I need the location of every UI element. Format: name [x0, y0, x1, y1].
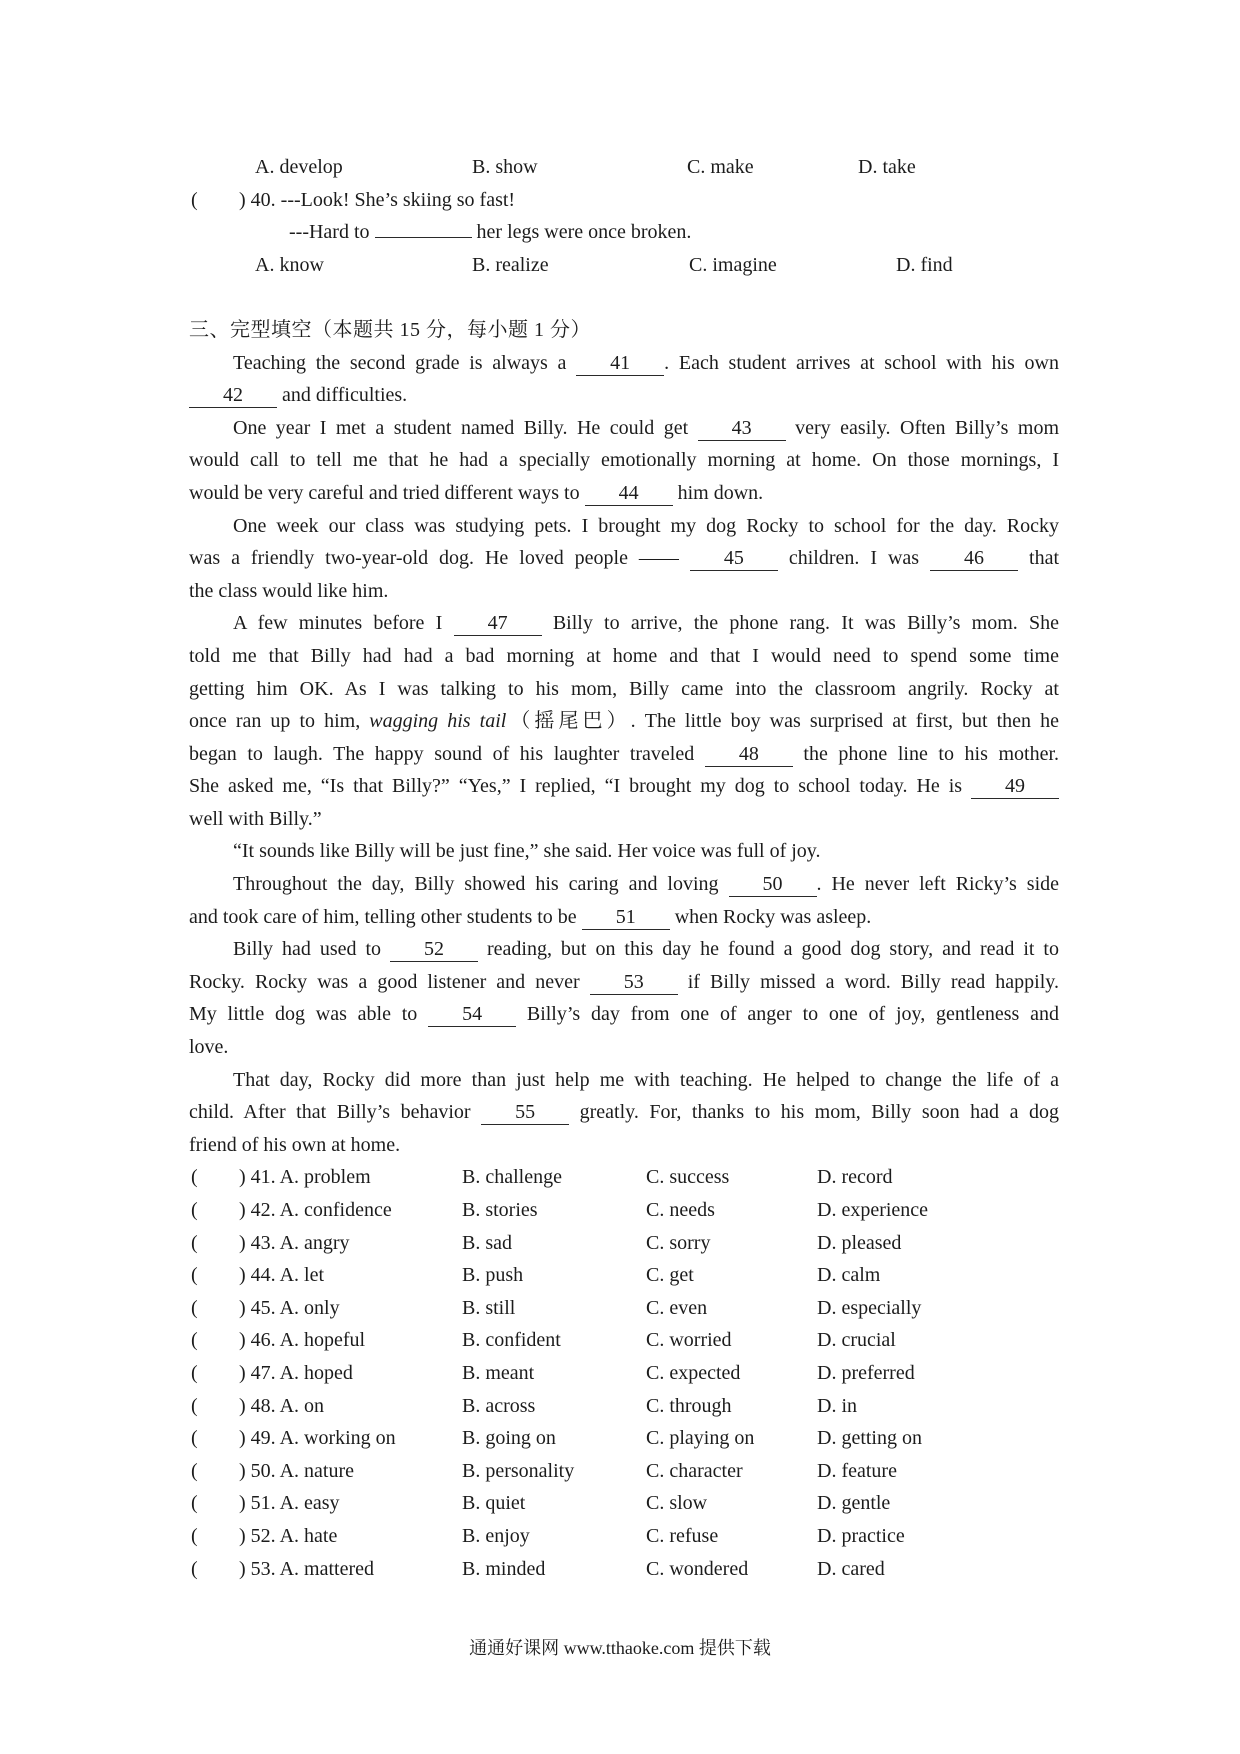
option-b: B. still: [462, 1296, 516, 1319]
passage-text: Billy to arrive, the phone rang. It was Billy’s mom. She: [541, 612, 1060, 635]
answer-bracket-close: ): [239, 1329, 246, 1352]
question-row: [189, 1357, 1059, 1390]
passage-line: [189, 379, 1059, 412]
option-c: C. success: [646, 1166, 730, 1189]
passage-line: [189, 803, 1059, 836]
passage-line: [189, 477, 1059, 510]
question-number: 52.: [250, 1524, 276, 1547]
option-a: A. easy: [279, 1492, 340, 1515]
blank-52: 52: [390, 937, 478, 962]
passage-line: [189, 412, 1059, 445]
option-d: D. practice: [817, 1524, 905, 1547]
option-a: A. hoped: [279, 1361, 353, 1384]
option-b: B. going on: [462, 1427, 556, 1450]
answer-bracket-close: ): [239, 1361, 246, 1384]
question-text: ---Hard to: [289, 221, 370, 244]
answer-bracket-close: ): [239, 1459, 246, 1482]
passage-line: [189, 705, 1059, 738]
blank-41: 41: [576, 351, 664, 376]
option-b: B. sad: [462, 1231, 512, 1254]
passage-text: Billy’s day from one of anger to one of joy, gentleness and: [516, 1003, 1059, 1026]
question-stem: [239, 1390, 324, 1423]
section-heading: 三、完型填空（本题共 15 分，每小题 1 分）: [189, 318, 591, 341]
answer-bracket-open: (: [191, 1427, 198, 1450]
blank-49: 49: [971, 774, 1059, 799]
question-40-line2: [189, 216, 1059, 249]
option-b: B. quiet: [462, 1492, 526, 1515]
question-number: 45.: [250, 1296, 276, 1319]
passage-text: was a friendly two-year-old dog. He loved people ——: [189, 547, 690, 570]
blank-48: 48: [705, 742, 793, 767]
passage-line: [189, 575, 1059, 608]
passage-text: him down.: [672, 481, 764, 504]
passage-text: child. After that Billy’s behavior: [189, 1101, 482, 1124]
passage-text: She asked me, “Is that Billy?” “Yes,” I replied, “I brought my dog to school today. He is: [189, 775, 971, 798]
passage-text: would be very careful and tried different ways to: [189, 481, 585, 504]
passage-text: well with Billy.”: [189, 807, 322, 830]
answer-bracket-close: ): [239, 1427, 246, 1450]
passage-text: love.: [189, 1036, 229, 1059]
option-d: D. cared: [817, 1557, 885, 1580]
passage-line: [189, 1031, 1059, 1064]
passage-text: once ran up to him,: [189, 710, 370, 733]
option-c: C. playing on: [646, 1427, 755, 1450]
option-a: A. hate: [279, 1524, 338, 1547]
answer-bracket-close: ): [239, 1524, 246, 1547]
question-number: 51.: [250, 1492, 276, 1515]
answer-bracket-open: (: [191, 1199, 198, 1221]
option-b: B. confident: [462, 1329, 561, 1352]
passage-line: [189, 868, 1059, 901]
option-a: A. on: [279, 1394, 325, 1417]
answer-bracket-close: ): [239, 1264, 246, 1287]
blank-46: 46: [930, 546, 1018, 571]
option-d: D. getting on: [817, 1427, 922, 1450]
question-number: 47.: [250, 1361, 276, 1384]
option-c: C. through: [646, 1394, 732, 1417]
passage-line: [189, 835, 1059, 868]
answer-bracket-open: (: [191, 1296, 198, 1319]
option-a: A. hopeful: [279, 1329, 366, 1352]
answer-bracket-open: (: [191, 1361, 198, 1384]
passage-line: [189, 607, 1059, 640]
option-d: D. preferred: [817, 1361, 915, 1384]
passage-text: when Rocky was asleep.: [669, 905, 872, 928]
answer-bracket-open: (: [191, 1459, 198, 1482]
option-d: D. in: [817, 1394, 857, 1417]
question-stem: [239, 1455, 354, 1488]
passage-text: Rocky. Rocky was a good listener and never: [189, 970, 590, 993]
passage-line: [189, 966, 1059, 999]
question-number: 49.: [250, 1427, 276, 1450]
option-c: C. slow: [646, 1492, 708, 1515]
option-b: B. challenge: [462, 1166, 562, 1189]
option-d: D. take: [858, 156, 916, 178]
option-a: A. confidence: [279, 1199, 392, 1221]
question-stem: [239, 1161, 371, 1194]
passage-text: . Each student arrives at school with his own: [664, 351, 1059, 374]
question-number: 46.: [250, 1329, 276, 1352]
question-number: 42.: [250, 1199, 276, 1221]
answer-bracket-open: (: [191, 188, 198, 211]
option-a: A. let: [279, 1264, 325, 1287]
question-stem: [239, 1422, 396, 1455]
passage-text: Throughout the day, Billy showed his caring and loving: [233, 873, 729, 896]
answer-bracket-close: ): [239, 1231, 246, 1254]
question-row: [189, 1520, 1059, 1553]
question-row: [189, 1227, 1059, 1260]
passage-line: [189, 1096, 1059, 1129]
page-footer: 通通好课网 www.tthaoke.com 提供下载: [469, 1638, 771, 1658]
question-row: [189, 1390, 1059, 1423]
question-stem: [239, 1227, 350, 1260]
option-a: A. working on: [279, 1427, 396, 1450]
answer-bracket-close: ): [239, 1394, 246, 1417]
option-c: C. sorry: [646, 1231, 711, 1254]
option-c: C. refuse: [646, 1524, 719, 1547]
passage-text: that: [1018, 547, 1059, 570]
passage-text: and difficulties.: [277, 384, 408, 407]
option-d: D. feature: [817, 1459, 897, 1482]
answer-bracket-open: (: [191, 1492, 198, 1515]
question-row: [189, 1455, 1059, 1488]
blank-55: 55: [481, 1100, 569, 1125]
blank-45: 45: [690, 546, 778, 571]
passage-text: the class would like him.: [189, 579, 389, 602]
answer-bracket-open: (: [191, 1231, 198, 1254]
blank-44: 44: [585, 481, 673, 506]
option-a: A. develop: [255, 156, 343, 178]
passage-line: [189, 510, 1059, 543]
passage-text: A few minutes before I: [233, 612, 454, 635]
blank-51: 51: [582, 905, 670, 930]
passage-text: friend of his own at home.: [189, 1133, 401, 1156]
answer-bracket-open: (: [191, 1166, 198, 1189]
passage-text: getting him OK. As I was talking to his mom, Billy came into the classroom angrily. Rocky at: [189, 677, 1059, 700]
passage-text: One week our class was studying pets. I brought my dog Rocky to school for the day. Rocky: [233, 514, 1059, 537]
question-stem: [239, 1259, 324, 1292]
question-number: 53.: [250, 1557, 276, 1580]
answer-bracket-close: ): [239, 1296, 246, 1319]
question-stem: [239, 1553, 374, 1586]
option-d: D. experience: [817, 1199, 929, 1221]
question-stem: [239, 1324, 365, 1357]
passage-text: began to laugh. The happy sound of his laughter traveled: [189, 742, 705, 765]
option-c: C. imagine: [689, 253, 777, 276]
passage-line: [189, 901, 1059, 934]
question-row: [189, 1422, 1059, 1455]
blank-47: 47: [454, 611, 542, 636]
question-row: [189, 1553, 1059, 1586]
question-text: her legs were once broken.: [476, 221, 692, 244]
question-number: 40.: [250, 188, 276, 211]
option-a: A. only: [279, 1296, 340, 1319]
option-b: B. personality: [462, 1459, 575, 1482]
option-b: B. show: [472, 156, 538, 178]
option-d: D. find: [896, 253, 953, 276]
blank-53: 53: [590, 970, 678, 995]
passage-line: [189, 347, 1059, 380]
question-stem: [239, 1292, 340, 1325]
answer-bracket-open: (: [191, 1524, 198, 1547]
passage-line: [189, 444, 1059, 477]
passage-line: [189, 738, 1059, 771]
passage-text: if Billy missed a word. Billy read happily.: [677, 970, 1059, 993]
passage-text: reading, but on this day he found a good dog story, and read it to: [478, 938, 1059, 961]
blank-43: 43: [698, 416, 786, 441]
answer-blank-40: [375, 217, 472, 238]
question-number: 41.: [250, 1166, 276, 1189]
blank-50: 50: [729, 872, 817, 897]
option-c: C. even: [646, 1296, 708, 1319]
option-c: C. character: [646, 1459, 743, 1482]
option-a: A. know: [255, 253, 324, 276]
option-d: D. calm: [817, 1264, 881, 1287]
passage-text: would call to tell me that he had a specially emotionally morning at home. On those mornings, I: [189, 449, 1059, 472]
passage-line: [189, 640, 1059, 673]
answer-bracket-open: (: [191, 1394, 198, 1417]
passage-line: [189, 770, 1059, 803]
passage-text: That day, Rocky did more than just help me with teaching. He helped to change the life of a: [233, 1068, 1059, 1091]
option-b: B. stories: [462, 1199, 538, 1221]
question-number: 44.: [250, 1264, 276, 1287]
passage-line: [189, 1129, 1059, 1162]
question-text: ---Look! She’s skiing so fast!: [280, 188, 516, 211]
question-row: [189, 1292, 1059, 1325]
option-c: C. make: [687, 156, 754, 178]
option-a: A. angry: [279, 1231, 350, 1254]
option-a: A. problem: [279, 1166, 371, 1189]
question-number: 50.: [250, 1459, 276, 1482]
option-b: B. minded: [462, 1557, 546, 1580]
passage-text: children. I was: [777, 547, 931, 570]
option-d: D. record: [817, 1166, 893, 1189]
option-c: C. wondered: [646, 1557, 749, 1580]
answer-bracket-close: ): [239, 1199, 246, 1221]
passage-text: Billy had used to: [233, 938, 390, 961]
question-stem: [239, 1194, 392, 1227]
question-row: [189, 1259, 1059, 1292]
option-b: B. meant: [462, 1361, 535, 1384]
answer-bracket-open: (: [191, 1264, 198, 1287]
passage-line: [189, 542, 1059, 575]
question-row: [189, 1161, 1059, 1194]
answer-bracket-open: (: [191, 1557, 198, 1580]
question-40-options: [189, 249, 1059, 282]
blank-54: 54: [428, 1002, 516, 1027]
passage-text: the phone line to his mother.: [792, 742, 1059, 765]
option-c: C. needs: [646, 1199, 715, 1221]
passage-text: . He never left Ricky’s side: [816, 873, 1060, 896]
question-row: [189, 1487, 1059, 1520]
question-stem: [239, 1357, 353, 1390]
passage-line: [189, 1064, 1059, 1097]
passage-text: “It sounds like Billy will be just fine,” she said. Her voice was full of joy.: [233, 840, 821, 863]
passage-text: One year I met a student named Billy. He could get: [233, 416, 698, 439]
option-b: B. across: [462, 1394, 536, 1417]
question-39-options: [189, 151, 1059, 184]
passage-text: and took care of him, telling other students to be: [189, 905, 582, 928]
option-b: B. push: [462, 1264, 524, 1287]
passage-line: [189, 673, 1059, 706]
answer-bracket-close: ): [239, 1557, 246, 1580]
option-c: C. expected: [646, 1361, 741, 1384]
question-number: 48.: [250, 1394, 276, 1417]
option-c: C. worried: [646, 1329, 732, 1352]
option-d: D. gentle: [817, 1492, 891, 1515]
question-row: [189, 1194, 1059, 1227]
answer-bracket-open: (: [191, 1329, 198, 1352]
passage-text: told me that Billy had had a bad morning at home and that I would need to spend some time: [189, 644, 1059, 667]
passage-text: Teaching the second grade is always a: [233, 351, 577, 374]
passage-text: very easily. Often Billy’s mom: [785, 416, 1060, 439]
passage-line: [189, 998, 1059, 1031]
option-b: B. enjoy: [462, 1524, 530, 1547]
passage-line: [189, 933, 1059, 966]
question-row: [189, 1324, 1059, 1357]
passage-text: （摇尾巴）. The little boy was surprised at first, but then he: [506, 710, 1059, 733]
option-b: B. realize: [472, 253, 549, 276]
option-a: A. mattered: [279, 1557, 374, 1580]
option-a: A. nature: [279, 1459, 354, 1482]
option-c: C. get: [646, 1264, 694, 1287]
passage-text: greatly. For, thanks to his mom, Billy soon had a dog: [569, 1101, 1059, 1124]
option-d: D. especially: [817, 1296, 922, 1319]
option-d: D. crucial: [817, 1329, 896, 1352]
option-d: D. pleased: [817, 1231, 902, 1254]
passage-text: My little dog was able to: [189, 1003, 429, 1026]
question-stem: [239, 1520, 337, 1553]
answer-bracket-close: ): [239, 188, 246, 211]
question-number: 43.: [250, 1231, 276, 1254]
answer-bracket-close: ): [239, 1166, 246, 1189]
question-40-row: [189, 184, 1059, 217]
answer-bracket-close: ): [239, 1492, 246, 1515]
spacer: [189, 281, 1059, 314]
blank-42: 42: [189, 383, 277, 408]
passage-italic-text: wagging his tail: [369, 710, 507, 733]
page-content: [189, 151, 1059, 1585]
question-stem: [239, 1487, 340, 1520]
question-stem: [239, 184, 515, 217]
